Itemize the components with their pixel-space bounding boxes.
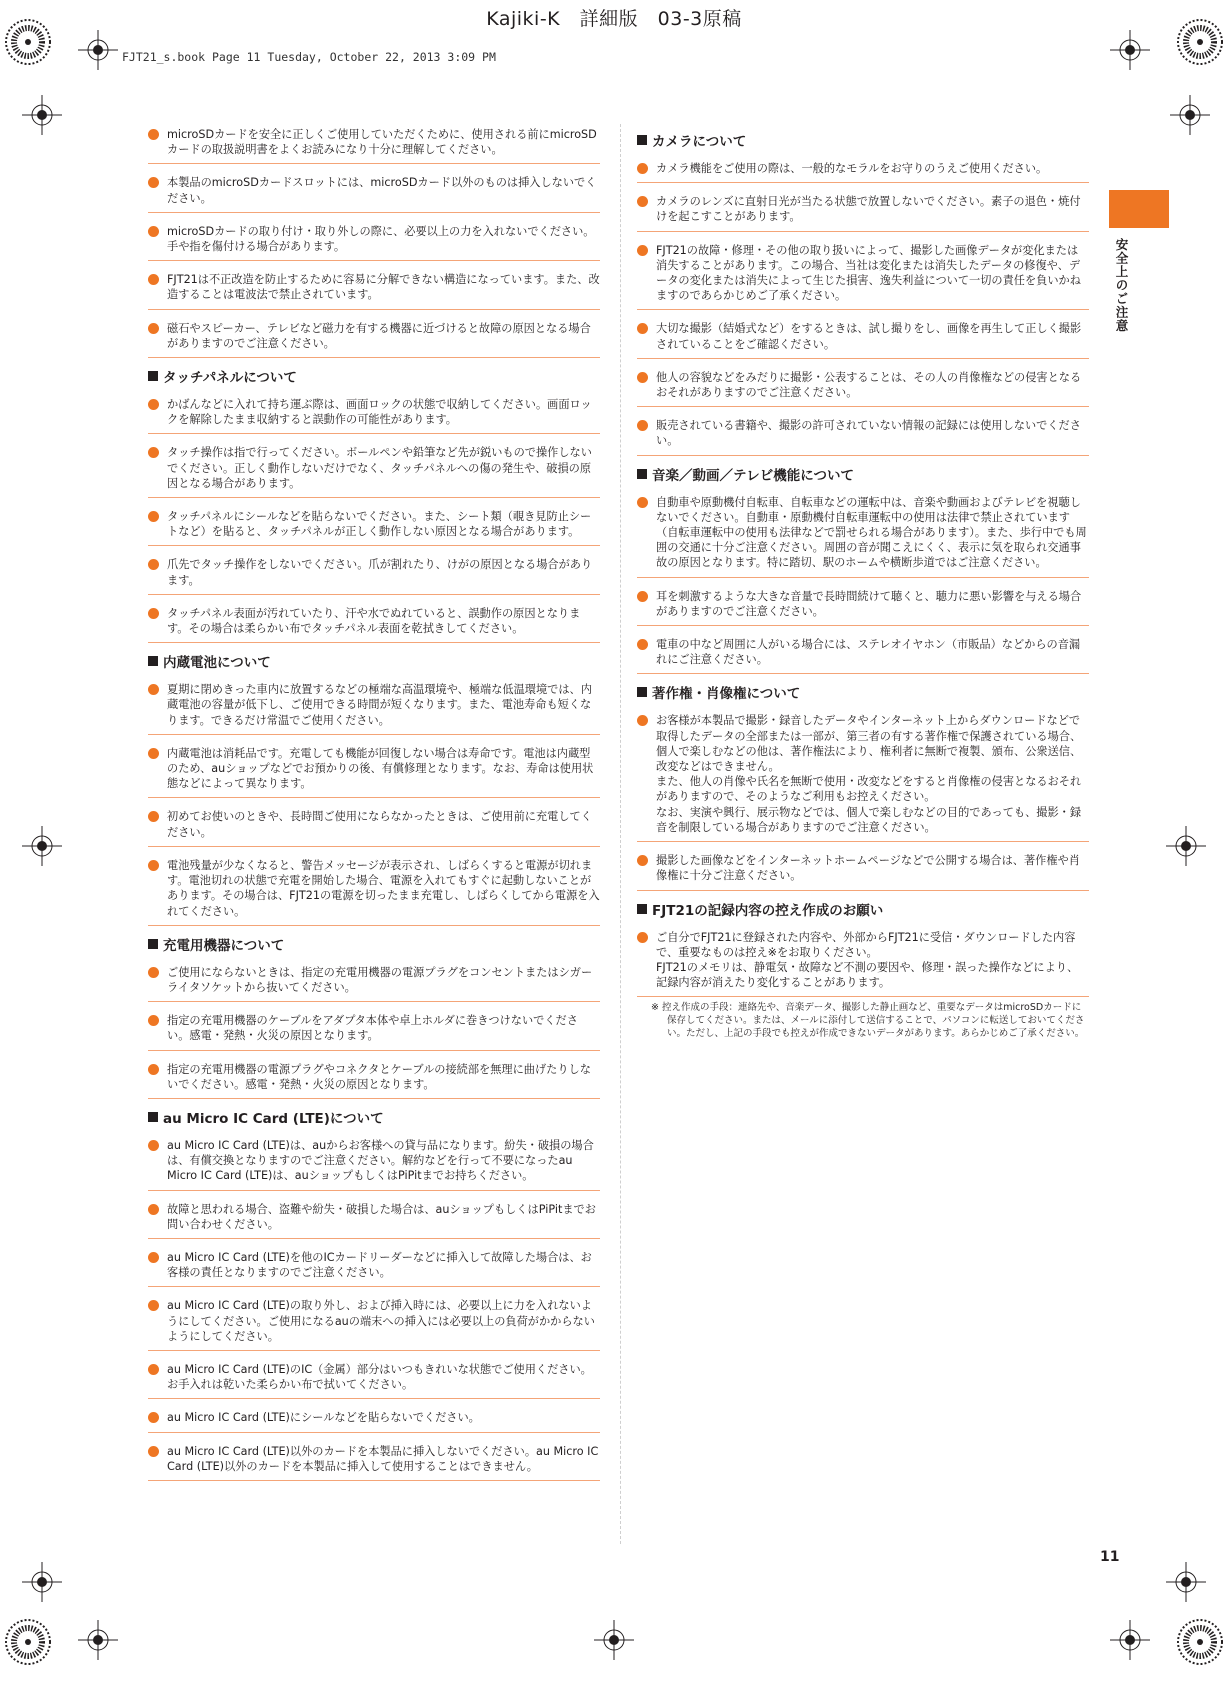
list-item — [148, 679, 600, 735]
bullet-icon — [637, 372, 648, 383]
section-heading-text: FJT21の記録内容の控え作成のお願い — [652, 902, 884, 919]
registration-mark-left-middle — [22, 826, 62, 866]
list-item-text: 耳を刺激するような大きな音量で長時間続けて聴くと、聴力に悪い影響を与える場合がありますのでご注意ください。 — [656, 589, 1082, 618]
list-item — [637, 492, 1089, 578]
intro-list — [148, 124, 600, 358]
bullet-icon — [637, 932, 648, 943]
section-heading — [637, 464, 1089, 484]
registration-mark-bottom-right — [1110, 1620, 1150, 1660]
document-header-title: Kajiki-K 詳細版 03-3原稿 — [486, 8, 742, 30]
bullet-icon — [148, 748, 159, 759]
list-item — [148, 855, 600, 926]
left-column — [148, 124, 600, 1489]
section-heading — [148, 1107, 600, 1127]
bullet-icon — [637, 591, 648, 602]
section — [637, 464, 1089, 675]
bullet-icon — [148, 967, 159, 978]
list-item — [148, 1010, 600, 1050]
list-item-text: au Micro IC Card (LTE)を他のICカードリーダーなどに挿入して故障した場合は、お客様の責任となりますのでご注意ください。 — [167, 1250, 592, 1280]
list-item-text: 磁石やスピーカー、テレビなど磁力を有する機器に近づけると故障の原因となる場合がありますのでご注意ください。 — [167, 321, 591, 350]
list-item-text: 内蔵電池は消耗品です。充電しても機能が回復しない場合は寿命です。電池は内蔵型のため、auショップなどでお預かりの後、有償修理となります。なお、寿命は使用状態などによって異なります。 — [167, 746, 594, 791]
side-tab-marker — [1109, 190, 1169, 228]
list-item-text: カメラ機能をご使用の際は、一般的なモラルをお守りのうえご使用ください。 — [656, 162, 1048, 175]
bullet-icon — [148, 1300, 159, 1311]
bullet-icon — [148, 684, 159, 695]
bullet-icon — [148, 1446, 159, 1457]
bullet-icon — [148, 177, 159, 188]
list-item — [148, 806, 600, 846]
section — [148, 651, 600, 925]
square-bullet-icon — [148, 939, 158, 949]
list-item-text: 爪先でタッチ操作をしないでください。爪が割れたり、けがの原因となる場合があります。 — [167, 558, 593, 587]
list-item-text: 撮影した画像などをインターネットホームページなどで公開する場合は、著作権や肖像権に十分ご注意ください。 — [656, 854, 1080, 883]
square-bullet-icon — [637, 135, 647, 145]
registration-mark-top-right — [1110, 30, 1150, 70]
bullet-icon — [637, 196, 648, 207]
list-item — [148, 221, 600, 261]
section-heading — [148, 651, 600, 671]
list-item — [637, 586, 1089, 626]
bullet-icon — [637, 639, 648, 650]
list-item-text: タッチパネルにシールなどを貼らないでください。また、シート類（覗き見防止シートなど）を貼ると、タッチパネルが正しく動作しない原因となる場合があります。 — [167, 510, 592, 539]
right-column — [637, 124, 1089, 1040]
list-item — [637, 634, 1089, 674]
square-bullet-icon — [148, 1112, 158, 1122]
list-item — [148, 1441, 600, 1481]
list-item — [148, 269, 600, 309]
list-item-text: お客様が本製品で撮影・録音したデータやインターネット上からダウンロードなどで取得したデータの全部または一部が、第三者の有する著作権で保護されている場合、個人で楽しむなどの他は、著作権法により、権利者に無断で複製、頒布、公衆送信、改変などはできません。 また、他人の肖像や氏名を無断で使用・改変などをすると肖像権の侵害となるおそれがありますので、そのようなご利用もお控えください。 なお、実演や興行、展示物などでは、個人で楽しむなどの目的であっても、撮影・録音を制限している場合がありますのでご注意ください。 — [656, 714, 1082, 834]
bullet-icon — [637, 715, 648, 726]
list-item-text: タッチ操作は指で行ってください。ボールペンや鉛筆など先が鋭いもので操作しないでください。正しく動作しないだけでなく、タッチパネルへの傷の発生や、破損の原因となる場合があります。 — [167, 446, 592, 490]
list-item-text: 電車の中など周囲に人がいる場合には、ステレオイヤホン（市販品）などからの音漏れにご注意ください。 — [656, 638, 1081, 667]
list-item — [637, 158, 1089, 183]
side-tab-label: 安全上のご注意 — [1114, 238, 1129, 333]
section-heading — [637, 682, 1089, 702]
list-item-text: microSDカードの取り付け・取り外しの際に、必要以上の力を入れないでください。手や指を傷付ける場合があります。 — [167, 224, 595, 254]
square-bullet-icon — [637, 469, 647, 479]
column-divider — [620, 124, 621, 1544]
section-heading — [148, 934, 600, 954]
list-item — [148, 506, 600, 546]
list-item-text: ご自分でFJT21に登録された内容や、外部からFJT21に受信・ダウンロードした内容で、重要なものは控え※をお取りください。 FJT21のメモリは、静電気・故障など不測の要因や、修理・誤った操作などにより、記録内容が消えたり変化することがあります。 — [656, 930, 1079, 990]
list-item-text: microSDカードを安全に正しくご使用していただくために、使用される前にmicroSDカードの取扱説明書をよくお読みになり十分に理解してください。 — [167, 128, 597, 157]
right-sections — [637, 130, 1089, 1040]
color-target-bottom-left — [4, 1618, 52, 1666]
list-item — [148, 1059, 600, 1099]
section-heading-text: カメラについて — [652, 134, 747, 150]
section-heading-text: 音楽／動画／テレビ機能について — [652, 467, 854, 484]
bullet-icon — [148, 1364, 159, 1375]
bullet-icon — [148, 447, 159, 458]
left-sections — [148, 366, 600, 1481]
list-item-text: 自動車や原動機付自転車、自転車などの運転中は、音楽や動画およびテレビを視聴しないでください。自動車・原動機付自転車運転中の使用は法律で禁止されています（自転車運転中の使用も法律などで罰せられる場合があります）。また、歩行中でも周囲の交通に十分ご注意ください。周囲の音が聞こえにくく、表示に気を取られ交通事故の原因となります。特に踏切、駅のホームや横断歩道ではご注意ください。 — [656, 495, 1087, 570]
bullet-icon — [148, 1140, 159, 1151]
registration-mark-top-left — [78, 30, 118, 70]
square-bullet-icon — [637, 904, 647, 914]
bullet-icon — [148, 559, 159, 570]
bullet-icon — [148, 1064, 159, 1075]
list-item — [148, 1295, 600, 1351]
list-item — [637, 927, 1089, 998]
registration-mark-left-lower — [22, 1562, 62, 1602]
list-item — [637, 191, 1089, 231]
bullet-icon — [148, 129, 159, 140]
section — [637, 899, 1089, 1041]
square-bullet-icon — [148, 656, 158, 666]
bullet-icon — [148, 226, 159, 237]
list-item — [148, 603, 600, 643]
list-item-text: au Micro IC Card (LTE)にシールなどを貼らないでください。 — [167, 1411, 480, 1425]
registration-mark-right-lower — [1166, 1562, 1206, 1602]
section-heading — [637, 899, 1089, 919]
list-item-text: カメラのレンズに直射日光が当たる状態で放置しないでください。素子の退色・焼付けを起こすことがあります。 — [656, 195, 1081, 224]
footnote: ※ 控え作成の手段：連絡先や、音楽データ、撮影した静止画など、重要なデータはmicroSDカードに保存してください。または、メールに添付して送信することで、パソコンに転送しておいてください。ただし、上記の手段でも控えが作成できないデータがあります。あらかじめご了承ください。 — [651, 1002, 1085, 1040]
bullet-icon — [637, 855, 648, 866]
book-print-info: FJT21_s.book Page 11 Tuesday, October 22, 2013 3:09 PM — [122, 50, 496, 64]
list-item-text: au Micro IC Card (LTE)のIC（金属）部分はいつもきれいな状態でご使用ください。お手入れは乾いた柔らかい布で拭いてください。 — [167, 1362, 592, 1392]
section — [148, 366, 600, 643]
list-item-text: 販売されている書籍や、撮影の許可されていない情報の記録には使用しないでください。 — [656, 419, 1081, 448]
section-heading-text: 充電用機器について — [163, 937, 285, 954]
bullet-icon — [148, 860, 159, 871]
list-item — [148, 1407, 600, 1432]
bullet-icon — [148, 1252, 159, 1263]
section-heading — [148, 366, 600, 386]
list-item-text: au Micro IC Card (LTE)の取り外し、および挿入時には、必要以上に力を入れないようにしてください。ご使用になるauの端末への挿入には必要以上の負荷がかからないようにしてください。 — [167, 1299, 595, 1343]
list-item-text: タッチパネル表面が汚れていたり、汗や水でぬれていると、誤動作の原因となります。その場合は柔らかい布でタッチパネル表面を乾拭きしてください。 — [167, 606, 581, 636]
list-item-text: 本製品のmicroSDカードスロットには、microSDカード以外のものは挿入しないでください。 — [167, 176, 597, 205]
bullet-icon — [637, 323, 648, 334]
list-item-text: FJT21の故障・修理・その他の取り扱いによって、撮影した画像データが変化または消失することがあります。この場合、当社は変化または消失したデータの修復や、データの変化または消失によって生じた損害、逸失利益について一切の責任を負いかねますのであらかじめご了承ください。 — [656, 243, 1081, 303]
section — [637, 130, 1089, 456]
registration-mark-bottom-center — [594, 1620, 634, 1660]
bullet-icon — [148, 811, 159, 822]
bullet-icon — [148, 1015, 159, 1026]
list-item — [148, 554, 600, 594]
list-item — [148, 1359, 600, 1399]
list-item-text: au Micro IC Card (LTE)以外のカードを本製品に挿入しないでください。au Micro IC Card (LTE)以外のカードを本製品に挿入して使用することはできません。 — [167, 1444, 599, 1473]
registration-mark-left-upper — [22, 95, 62, 135]
section-heading-text: au Micro IC Card (LTE)について — [163, 1110, 384, 1127]
list-item — [637, 710, 1089, 842]
square-bullet-icon — [637, 687, 647, 697]
list-item — [148, 962, 600, 1002]
list-item — [148, 394, 600, 434]
list-item — [637, 240, 1089, 311]
registration-mark-right-upper — [1170, 95, 1210, 135]
bullet-icon — [148, 608, 159, 619]
bullet-icon — [148, 511, 159, 522]
list-item-text: 指定の充電用機器の電源プラグやコネクタとケーブルの接続部を無理に曲げたりしないでください。感電・発熱・火災の原因となります。 — [167, 1062, 591, 1091]
color-target-top-left — [4, 18, 52, 66]
registration-mark-bottom-left — [78, 1620, 118, 1660]
list-item-text: FJT21は不正改造を防止するために容易に分解できない構造になっています。また、改造することは電波法で禁止されています。 — [167, 273, 600, 302]
section-heading — [637, 130, 1089, 150]
bullet-icon — [637, 245, 648, 256]
bullet-icon — [148, 323, 159, 334]
list-item — [148, 124, 600, 164]
list-item — [637, 850, 1089, 890]
list-item-text: 他人の容貌などをみだりに撮影・公表することは、その人の肖像権などの侵害となるおそれがありますのでご注意ください。 — [656, 370, 1082, 400]
list-item-text: ご使用にならないときは、指定の充電用機器の電源プラグをコンセントまたはシガーライタソケットから抜いてください。 — [167, 965, 593, 994]
bullet-icon — [148, 274, 159, 285]
list-item-text: 故障と思われる場合、盗難や紛失・破損した場合は、auショップもしくはPiPitまでお問い合わせください。 — [167, 1202, 596, 1231]
section-heading-text: 内蔵電池について — [163, 655, 271, 672]
registration-mark-right-middle — [1166, 826, 1206, 866]
bullet-icon — [637, 420, 648, 431]
color-target-top-right — [1176, 18, 1224, 66]
section — [148, 934, 600, 1099]
list-item — [637, 318, 1089, 358]
list-item — [148, 1135, 600, 1191]
bullet-icon — [637, 163, 648, 174]
list-item-text: 大切な撮影（結婚式など）をするときは、試し撮りをし、画像を再生して正しく撮影されていることをご確認ください。 — [656, 322, 1082, 351]
section — [637, 682, 1089, 890]
list-item-text: 夏期に閉めきった車内に放置するなどの極端な高温環境や、極端な低温環境では、内蔵電池の容量が低下し、ご使用できる時間が短くなります。また、電池寿命も短くなります。できるだけ常温でご使用ください。 — [167, 683, 592, 727]
list-item — [148, 442, 600, 498]
list-item-text: 電池残量が少なくなると、警告メッセージが表示され、しばらくすると電源が切れます。電池切れの状態で充電を開始した場合、電源を入れてもすぐに起動しないことがあります。その場合は、FJT21の電源を切ったまま充電し、しばらくしてから電源を入れてください。 — [167, 858, 600, 918]
bullet-icon — [148, 399, 159, 410]
bullet-icon — [637, 497, 648, 508]
list-item-text: 初めてお使いのときや、長時間ご使用にならなかったときは、ご使用前に充電してください。 — [167, 810, 592, 839]
bullet-icon — [148, 1412, 159, 1423]
page-number: 11 — [1100, 1549, 1120, 1565]
list-item — [637, 367, 1089, 407]
list-item-text: au Micro IC Card (LTE)は、auからお客様への貸与品になります。紛失・破損の場合は、有償交換となりますのでご注意ください。解約などを行って不要になったau Micro IC Card (LTE)は、auショップもしくはPiPitまでお持ちください。 — [167, 1138, 594, 1183]
section-heading-text: 著作権・肖像権について — [652, 686, 801, 703]
square-bullet-icon — [148, 371, 158, 381]
bullet-icon — [148, 1204, 159, 1215]
list-item — [148, 743, 600, 799]
list-item — [148, 1247, 600, 1287]
list-item — [637, 415, 1089, 455]
color-target-bottom-right — [1176, 1618, 1224, 1666]
section-heading-text: タッチパネルについて — [163, 370, 297, 387]
list-item — [148, 318, 600, 358]
section — [148, 1107, 600, 1481]
list-item — [148, 1199, 600, 1239]
list-item-text: 指定の充電用機器のケーブルをアダプタ本体や卓上ホルダに巻きつけないでください。感電・発熱・火災の原因となります。 — [167, 1014, 578, 1043]
list-item-text: かばんなどに入れて持ち運ぶ際は、画面ロックの状態で収納してください。画面ロックを解除したまま収納すると誤動作の可能性があります。 — [167, 398, 592, 427]
list-item — [148, 172, 600, 212]
